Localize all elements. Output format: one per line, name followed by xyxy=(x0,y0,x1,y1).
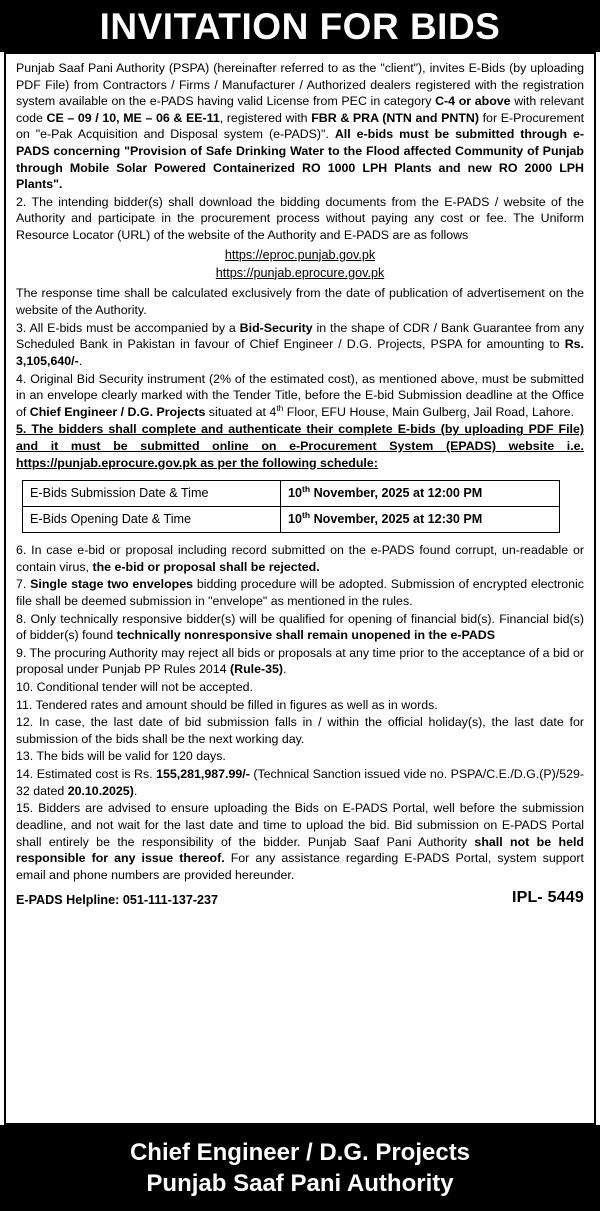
para14-text-a: 14. Estimated cost is Rs. xyxy=(16,767,157,782)
opening-date-label: E-Bids Opening Date & Time xyxy=(23,507,281,533)
url-eproc[interactable]: https://eproc.punjab.gov.pk xyxy=(224,247,376,262)
floor-ordinal-suffix: th xyxy=(276,402,284,413)
pec-codes: CE – 09 / 10, ME – 06 & EE-11 xyxy=(46,110,220,125)
para1-text-c: with relevant code xyxy=(16,94,584,125)
estimated-cost: 155,281,987.99/- xyxy=(156,767,250,782)
para3-text-e: . xyxy=(78,353,83,368)
rule-reference: (Rule-35) xyxy=(230,662,284,677)
office-designation: Chief Engineer / D.G. Projects xyxy=(29,404,206,419)
paragraph-1 xyxy=(16,60,584,193)
para1-text-a: Punjab Saaf Pani Authority (PSPA) (hereinafter referred to as the "client"), invites E-Bids (by uploading PDF File) from Contractors / Firms / Manufacturer / Authorized dealers registered with the registration system available on the e-PADS having valid License from PEC in category xyxy=(16,61,584,109)
paragraph-4 xyxy=(16,371,584,421)
ipl-reference: IPL- 5449 xyxy=(511,889,584,907)
paragraph-11: 11. Tendered rates and amount should be filled in figures as well as in words. xyxy=(16,697,438,712)
table-row xyxy=(23,507,560,533)
submission-date-label: E-Bids Submission Date & Time xyxy=(23,481,281,507)
paragraph-3 xyxy=(16,320,584,370)
para4-text-a: 4. Original Bid Security instrument (2% of the estimated cost), as mentioned above, must be submitted in an envelope clearly marked with the Tender Title, before the E-bid Submission deadline at the Office of xyxy=(16,371,584,419)
para1-text-g: for E-Procurement on "e-Pak Acquisition and Disposal system (e-PADS)". xyxy=(16,110,585,142)
para15-text-b: shall not be held responsible for any issue thereof. xyxy=(16,834,584,866)
para4-text-c: situated at 4 xyxy=(205,404,277,419)
opening-datetime-rest: November, 2025 at 12:30 PM xyxy=(310,512,483,527)
schedule-table-wrapper xyxy=(22,480,580,533)
contact-row xyxy=(16,887,584,908)
paragraph-5: 5. The bidders shall complete and authenticate their complete E-bids (by uploading PDF File) and it must be submitted online on e-Procurement System (EPADS) website i.e. https://punjab.eprocure.gov.pk as per the following schedule: xyxy=(16,422,584,470)
footer-banner xyxy=(0,1125,600,1211)
para6-text-b: the e-bid or proposal shall be rejected. xyxy=(92,559,320,574)
para7-text-c: bidding procedure will be adopted. Submission of encrypted electronic file shall be deemed submission in "envelope" as mentioned in the rules. xyxy=(16,577,584,608)
paragraph-7 xyxy=(16,576,584,609)
epads-helpline: E-PADS Helpline: 051-111-137-237 xyxy=(16,892,219,907)
paragraph-8 xyxy=(16,611,584,644)
para8-text-a: 8. Only technically responsive bidder(s) will be qualified for opening of financial bid(s). Financial bid(s) of bidder(s) found xyxy=(16,611,584,643)
para1-text-e: , registered with xyxy=(219,110,312,125)
para3-text-c: in the shape of CDR / Bank Guarantee from any Scheduled Bank in Pakistan in favour of Chief Engineer / D.G. Projects, PSPA for amounting to xyxy=(16,320,584,352)
url-block xyxy=(16,247,584,283)
tax-registration: FBR & PRA (NTN and PNTN) xyxy=(311,110,479,125)
para14-text-e: . xyxy=(133,783,138,798)
para15-text-c: For any assistance regarding E-PADS Portal, system support email and phone numbers are provided hereunder. xyxy=(16,851,584,882)
para9-text-a: 9. The procuring Authority may reject all bids or proposals at any time prior to the acceptance of a bid or proposal under Punjab PP Rules 2014 xyxy=(16,645,584,677)
para3-text-a: 3. All E-bids must be accompanied by a xyxy=(16,320,240,335)
para8-text-b: technically nonresponsive shall remain unopened in the e-PADS xyxy=(116,628,496,643)
pec-category: C-4 or above xyxy=(435,94,511,109)
bidding-procedure: Single stage two envelopes xyxy=(30,577,194,592)
bid-security-label: Bid-Security xyxy=(239,320,313,335)
project-title: All e-bids must be submitted through e-PADS concerning "Provision of Safe Drinking Water to the Flood affected Community of Punjab through Mobile Solar Powered Containerized RO 1000 LPH Plants and new RO 2000 LPH Plants". xyxy=(16,127,584,192)
paragraph-14 xyxy=(16,766,584,799)
bid-security-amount: Rs. 3,105,640/- xyxy=(16,337,584,368)
footer-designation: Chief Engineer / D.G. Projects xyxy=(129,1138,471,1166)
header-banner xyxy=(0,0,600,52)
submission-date-value xyxy=(280,481,559,507)
submission-day: 10 xyxy=(287,486,302,501)
url-eprocure[interactable]: https://punjab.eprocure.gov.pk xyxy=(215,265,385,280)
footer-authority: Punjab Saaf Pani Authority xyxy=(146,1170,454,1197)
submission-day-suffix: th xyxy=(302,484,311,495)
notice-body xyxy=(4,52,596,1125)
opening-day-suffix: th xyxy=(302,510,311,521)
technical-sanction-ref: (Technical Sanction issued vide no. PSPA/C.E./D.G.(P)/529-32 dated xyxy=(16,767,584,798)
opening-date-value xyxy=(280,507,559,533)
paragraph-6 xyxy=(16,542,584,575)
para6-text-a: 6. In case e-bid or proposal including record submitted on the e-PADS found corrupt, un-readable or contain virus, xyxy=(16,543,584,574)
technical-sanction-date: 20.10.2025) xyxy=(67,783,134,798)
paragraph-response-time: The response time shall be calculated exclusively from the date of publication of advertisement on the website of the Authority. xyxy=(16,286,584,318)
paragraph-13: 13. The bids will be valid for 120 days. xyxy=(16,749,226,764)
para9-text-c: . xyxy=(283,662,287,677)
para7-number: 7. xyxy=(16,577,31,592)
paragraph-2: 2. The intending bidder(s) shall download the bidding documents from the E-PADS / website of the Authority and participate in the procurement process without paying any cost or fee. The Uniform Resource Locator (URL) of the website of the Authority and E-PADS are as follows xyxy=(16,194,584,243)
page-title: INVITATION FOR BIDS xyxy=(99,5,501,47)
paragraph-9 xyxy=(16,645,584,678)
opening-day: 10 xyxy=(287,512,302,527)
schedule-table xyxy=(22,480,560,533)
para15-text-a: 15. Bidders are advised to ensure uploading the Bids on E-PADS Portal, well before the submission deadline, and not wait for the last date and time to upload the bid. Bid submission on E-PADS Portal shall entirely be the responsibility of the bidder. Punjab Saaf Pani Authority xyxy=(16,801,584,849)
office-address: Floor, EFU House, Main Gulberg, Jail Road, Lahore. xyxy=(283,404,574,419)
submission-datetime-rest: November, 2025 at 12:00 PM xyxy=(310,486,483,501)
paragraph-15 xyxy=(16,800,584,883)
table-row xyxy=(23,481,560,507)
paragraph-10: 10. Conditional tender will not be accepted. xyxy=(16,680,253,695)
paragraph-12: 12. In case, the last date of bid submission falls in / within the official holiday(s), the last date for submission of the bids shall be the next working day. xyxy=(16,715,584,746)
